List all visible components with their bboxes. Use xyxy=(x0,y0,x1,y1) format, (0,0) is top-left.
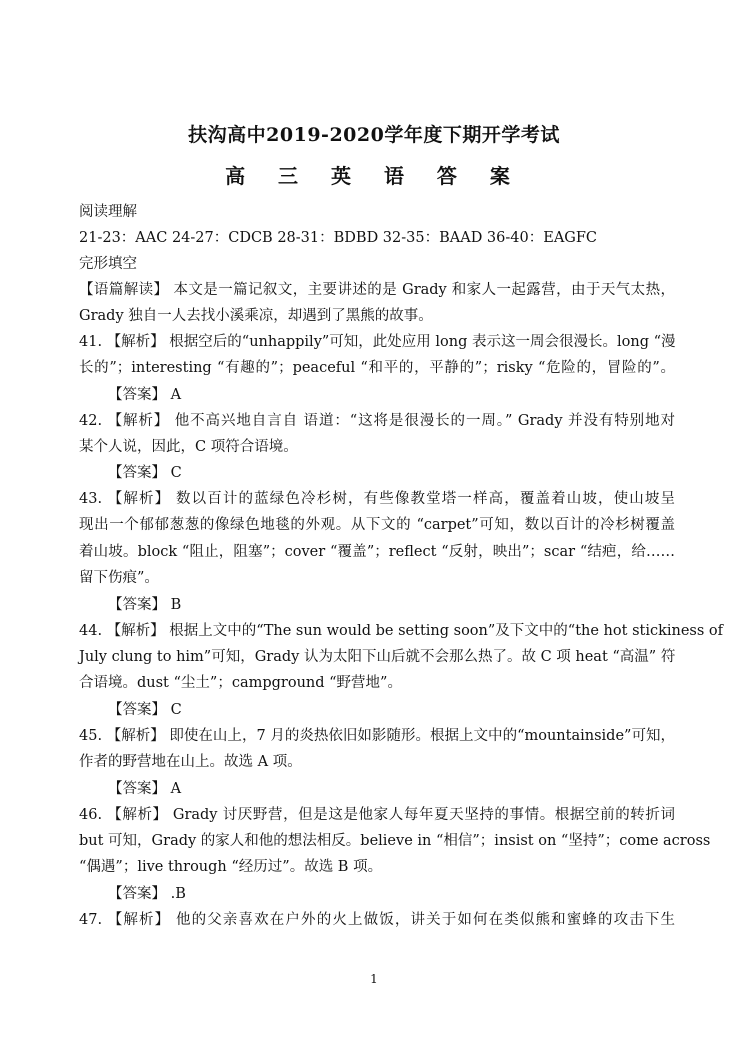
answer-line: 【答案】 B xyxy=(108,597,182,613)
page-subtitle: 高 三 英 语 答 案 xyxy=(225,164,523,188)
explanation-line: 44. 【解析】 根据上文中的“The sun would be setting soon”及下文中的“the hot stickiness of xyxy=(79,623,724,639)
explanation-line: “偶遇”；live through “经历过”。故选 B 项。 xyxy=(79,859,383,875)
answer-line: 【答案】 A xyxy=(108,781,182,797)
explanation-line: 46. 【解析】 Grady 讨厌野营，但是这是他家人每年夏天坚持的事情。根据空前的转折词 xyxy=(79,807,675,823)
page-number: 1 xyxy=(370,972,378,986)
reading-heading: 阅读理解 xyxy=(79,204,137,220)
explanation-line: 47. 【解析】 他的父亲喜欢在户外的火上做饭，讲关于如何在类似熊和蜜蜂的攻击下生 xyxy=(79,912,675,928)
explanation-line: but 可知，Grady 的家人和他的想法相反。believe in “相信”；insist on “坚持”；come across xyxy=(79,833,711,849)
answer-line: 【答案】 A xyxy=(108,387,182,403)
page-title: 扶沟高中2019-2020学年度下期开学考试 xyxy=(188,124,560,146)
answer-line: 【答案】 C xyxy=(108,465,182,481)
cloze-heading: 完形填空 xyxy=(79,256,137,272)
explanation-line: 43. 【解析】 数以百计的蓝绿色冷杉树，有些像教堂塔一样高，覆盖着山坡，使山坡呈 xyxy=(79,491,675,507)
explanation-line: 长的”；interesting “有趣的”；peaceful “和平的，平静的”；risky “危险的，冒险的”。 xyxy=(79,360,675,376)
explanation-line: 留下伤痕”。 xyxy=(79,570,159,586)
explanation-line: July clung to him”可知，Grady 认为太阳下山后就不会那么热了。故 C 项 heat “高温” 符 xyxy=(79,649,676,665)
reading-answers: 21-23：AAC 24-27：CDCB 28-31：BDBD 32-35：BAAD 36-40：EAGFC xyxy=(79,230,598,246)
explanation-line: 现出一个郁郁葱葱的像绿色地毯的外观。从下文的 “carpet”可知，数以百计的冷杉树覆盖 xyxy=(79,517,675,533)
explanation-line: 着山坡。block “阻止，阻塞”；cover “覆盖”；reflect “反射，映出”；scar “结疤，给…… xyxy=(79,544,675,560)
explanation-line: 42. 【解析】 他不高兴地自言自 语道：“这将是很漫长的一周。” Grady 并没有特别地对 xyxy=(79,413,675,429)
summary-line: 【语篇解读】 本文是一篇记叙文，主要讲述的是 Grady 和家人一起露营，由于天气太热， xyxy=(79,282,675,298)
answer-line: 【答案】 C xyxy=(108,702,182,718)
explanation-line: 45. 【解析】 即使在山上，7 月的炎热依旧如影随形。根据上文中的“mountainside”可知， xyxy=(79,728,675,744)
explanation-line: 合语境。dust “尘土”；campground “野营地”。 xyxy=(79,675,402,691)
explanation-line: 某个人说，因此，C 项符合语境。 xyxy=(79,439,298,455)
explanation-line: 41. 【解析】 根据空后的“unhappily”可知，此处应用 long 表示这一周会很漫长。long “漫 xyxy=(79,334,676,350)
answer-line: 【答案】 .B xyxy=(108,886,186,902)
summary-line: Grady 独自一人去找小溪乘凉，却遇到了黑熊的故事。 xyxy=(79,308,433,324)
explanation-line: 作者的野营地在山上。故选 A 项。 xyxy=(79,754,302,770)
